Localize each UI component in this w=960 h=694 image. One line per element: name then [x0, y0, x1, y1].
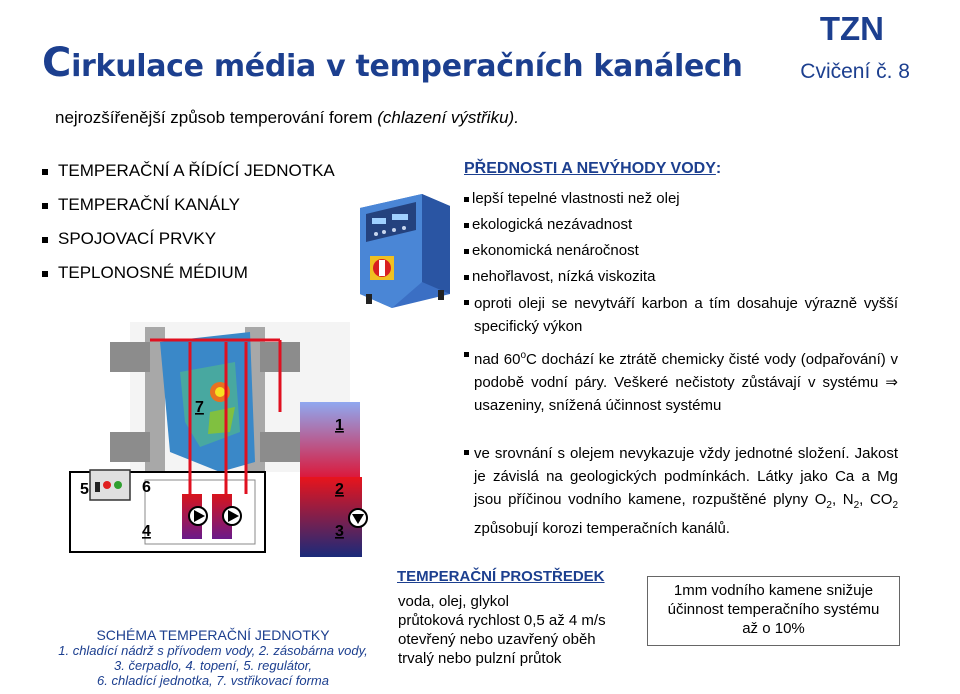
- subscript: 2: [892, 500, 899, 511]
- subscript: 2: [853, 500, 860, 511]
- paragraph-evaporation: [464, 344, 898, 417]
- exercise-number: Cvičení č. 8: [800, 60, 910, 83]
- schema-caption: [52, 628, 374, 688]
- list-item-label: TEMPERAČNÍ KANÁLY: [58, 195, 241, 214]
- text-part: C dochází ke ztrátě chemicky čisté vody (odpařování) v podobě vodní páry. Veškeré nečistoty zůstávají v systému: [474, 351, 899, 391]
- list-item-label: nehořlavost, nízká viskozita: [472, 268, 656, 285]
- course-code: TZN: [819, 10, 884, 47]
- schema-label-7: 7: [195, 399, 204, 416]
- bullet-icon: [464, 197, 469, 202]
- component-list: [42, 160, 335, 296]
- intro-normal: nejrozšířenější způsob temperování forem: [55, 108, 378, 127]
- paragraph-text: [474, 344, 898, 417]
- schema-label-4: 4: [142, 523, 151, 540]
- medium-line: otevřený nebo uzavřený oběh: [398, 631, 596, 648]
- list-item: [464, 186, 680, 212]
- text-part: způsobují korozi temperačních kanálů.: [474, 520, 730, 537]
- list-item: [464, 212, 680, 238]
- list-item: [42, 228, 335, 262]
- bullet-icon: [42, 271, 48, 277]
- medium-list: [398, 592, 606, 668]
- schema-label-2: 2: [335, 481, 344, 498]
- paragraph-composition: [464, 442, 898, 540]
- list-item-label: TEMPERAČNÍ A ŘÍDÍCÍ JEDNOTKA: [58, 161, 335, 180]
- text-part: , CO: [859, 491, 893, 508]
- bullet-icon: [464, 275, 469, 280]
- note-line: až o 10%: [742, 620, 805, 637]
- list-item-label: lepší tepelné vlastnosti než olej: [472, 190, 680, 207]
- medium-line: voda, olej, glykol: [398, 593, 509, 610]
- text-part: nad 60: [474, 351, 521, 368]
- bullet-icon: [42, 237, 48, 243]
- advantages-title-colon: :: [715, 160, 722, 177]
- text-part: usazeniny, snížená účinnost systému: [474, 397, 722, 414]
- bullet-icon: [42, 203, 48, 209]
- list-item: [42, 160, 335, 194]
- advantages-title: [464, 160, 721, 178]
- list-item: [464, 264, 680, 290]
- implies-arrow-icon: ⇒: [885, 374, 898, 391]
- medium-title: TEMPERAČNÍ PROSTŘEDEK: [397, 568, 605, 585]
- bullet-icon: [42, 169, 48, 175]
- schema-label-3: 3: [335, 523, 344, 540]
- text-part: ve srovnání s olejem nevykazuje vždy jednotné složení. Jakost je závislá na geologických podmínkách. Látky jako Ca a Mg jsou příčinou vodního kamene, rozpuštěné plyny O: [474, 445, 898, 508]
- list-item: [42, 262, 335, 296]
- temperature-unit-schema: [50, 322, 380, 622]
- intro-text: [55, 108, 519, 128]
- caption-line: 6. chladící jednotka, 7. vstřikovací forma: [97, 673, 329, 688]
- subscript: 2: [826, 500, 832, 511]
- list-item-label: TEPLONOSNÉ MÉDIUM: [58, 263, 248, 282]
- intro-italic: (chlazení výstřiku).: [377, 108, 519, 127]
- list-item: [42, 194, 335, 228]
- text-part: , N: [831, 491, 854, 508]
- paragraph-text: [474, 442, 898, 540]
- limescale-note-box: [647, 576, 900, 646]
- caption-title: SCHÉMA TEMPERAČNÍ JEDNOTKY: [96, 627, 330, 643]
- superscript: o: [520, 350, 526, 361]
- caption-line: 1. chladící nádrž s přívodem vody, 2. zásobárna vody,: [58, 643, 368, 658]
- schema-label-6: 6: [142, 479, 151, 496]
- paragraph-carbon: [464, 292, 898, 338]
- schema-label-1: 1: [335, 417, 344, 434]
- bullet-icon: [464, 300, 469, 305]
- list-item-label: ekonomická nenáročnost: [472, 242, 639, 259]
- temperature-unit-image: [342, 190, 452, 312]
- list-item-label: SPOJOVACÍ PRVKY: [58, 229, 217, 248]
- schema-label-5: 5: [80, 481, 89, 498]
- list-item-label: ekologická nezávadnost: [472, 216, 633, 233]
- list-item: [464, 238, 680, 264]
- page-title: [42, 40, 743, 86]
- bullet-icon: [464, 450, 469, 455]
- title-text: irkulace média v temperačních kanálech: [71, 49, 743, 84]
- title-initial: C: [42, 40, 72, 86]
- note-line: účinnost temperačního systému: [667, 601, 880, 618]
- advantages-title-text: PŘEDNOSTI A NEVÝHODY VODY: [464, 160, 716, 177]
- caption-line: 3. čerpadlo, 4. topení, 5. regulátor,: [113, 658, 313, 673]
- note-line: 1mm vodního kamene snižuje: [673, 582, 874, 599]
- advantages-list: [464, 186, 680, 290]
- bullet-icon: [464, 352, 469, 357]
- medium-line: průtoková rychlost 0,5 až 4 m/s: [398, 612, 606, 629]
- medium-line: trvalý nebo pulzní průtok: [398, 650, 562, 667]
- bullet-icon: [464, 223, 469, 228]
- bullet-icon: [464, 249, 469, 254]
- paragraph-text: oproti oleji se nevytváří karbon a tím dosahuje výrazně vyšší specifický výkon: [474, 295, 898, 335]
